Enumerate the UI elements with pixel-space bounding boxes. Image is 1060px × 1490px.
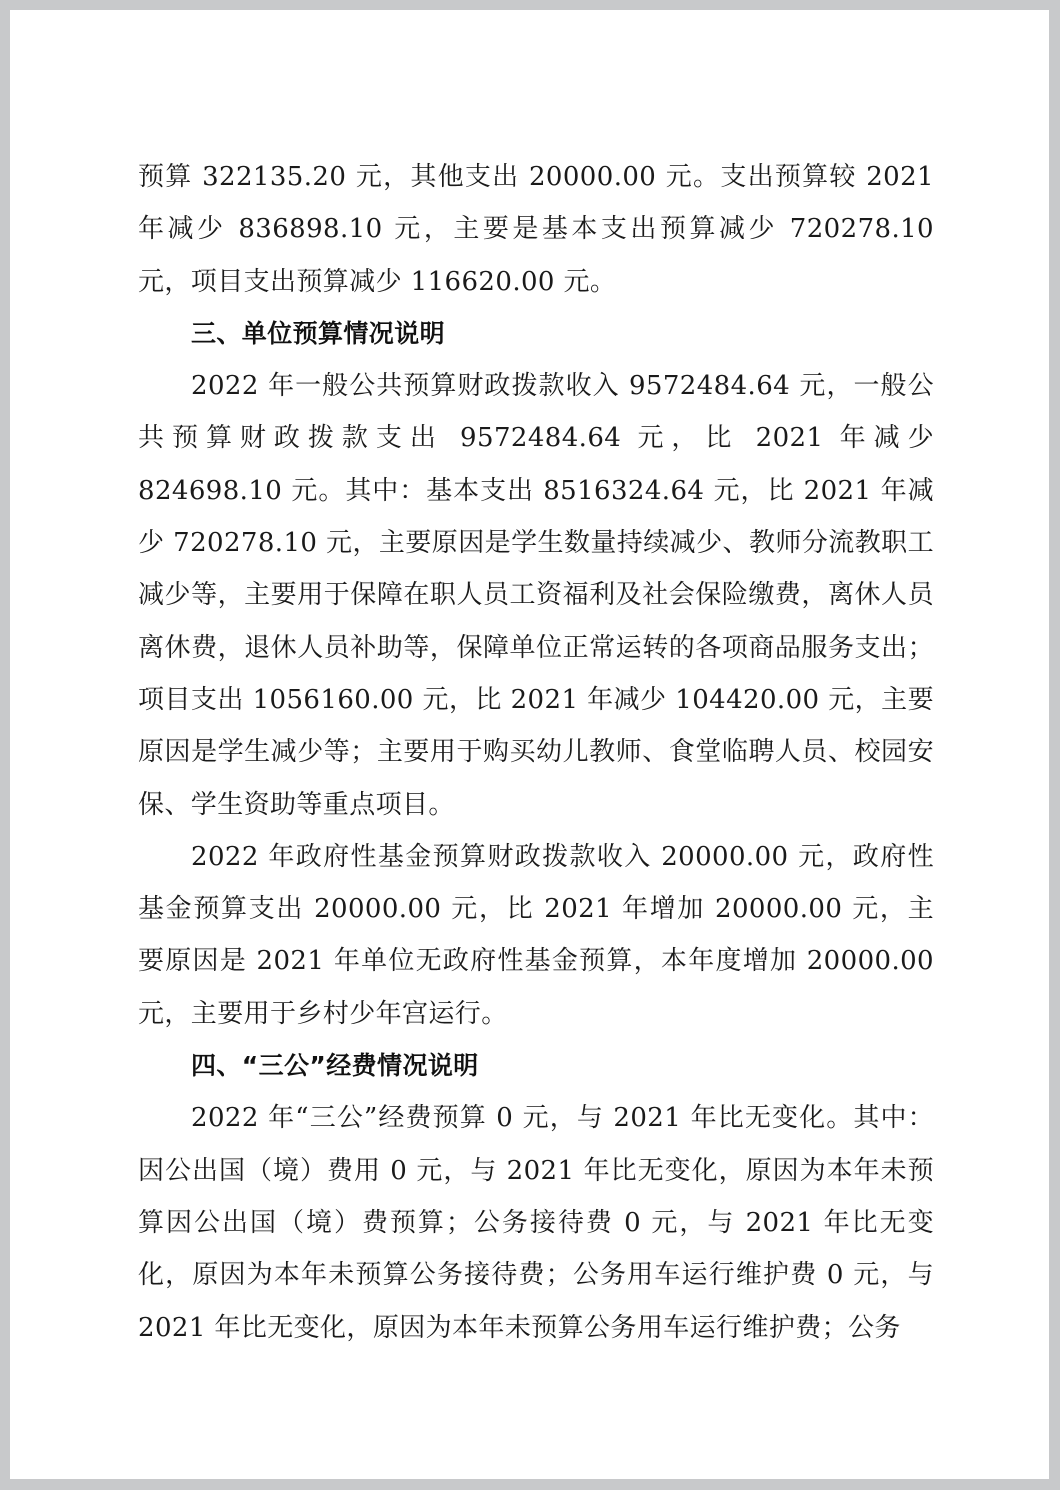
document-body — [138, 151, 934, 1354]
paragraph-three-public-expenses: 2022 年“三公”经费预算 0 元，与 2021 年比无变化。其中：因公出国（境）费用 0 元，与 2021 年比无变化，原因为本年未预算因公出国（境）费预算；公务接待费 0 元，与 2021 年比无变化，原因为本年未预算公务接待费；公务用车运行维护费 0 元，与 2021 年比无变化，原因为本年未预算公务用车运行维护费；公务 — [138, 1103, 934, 1343]
section-heading-3: 三、单位预算情况说明 — [191, 318, 446, 348]
document-page — [10, 10, 1049, 1479]
paragraph-fund-budget: 2022 年政府性基金预算财政拨款收入 20000.00 元，政府性基金预算支出 20000.00 元，比 2021 年增加 20000.00 元，主要原因是 2021 年单位无政府性基金预算，本年度增加 20000.00 元，主要用于乡村少年宫运行。 — [138, 841, 934, 1029]
paragraph-continued: 预算 322135.20 元，其他支出 20000.00 元。支出预算较 2021 年减少 836898.10 元，主要是基本支出预算减少 720278.10 元，项目支出预算减少 116620.00 元。 — [138, 162, 934, 297]
paragraph-general-budget: 2022 年一般公共预算财政拨款收入 9572484.64 元，一般公共预算财政拨款支出 9572484.64 元，比 2021 年减少 824698.10 元。其中：基本支出 8516324.64 元，比 2021 年减少 720278.10 元，主要原因是学生数量持续减少、教师分流教职工减少等，主要用于保障在职人员工资福利及社会保险缴费，离休人员离休费，退休人员补助等，保障单位正常运转的各项商品服务支出；项目支出 1056160.00 元，比 2021 年减少 104420.00 元，主要原因是学生减少等；主要用于购买幼儿教师、食堂临聘人员、校园安保、学生资助等重点项目。 — [138, 371, 934, 820]
section-heading-4: 四、“三公”经费情况说明 — [191, 1051, 479, 1081]
